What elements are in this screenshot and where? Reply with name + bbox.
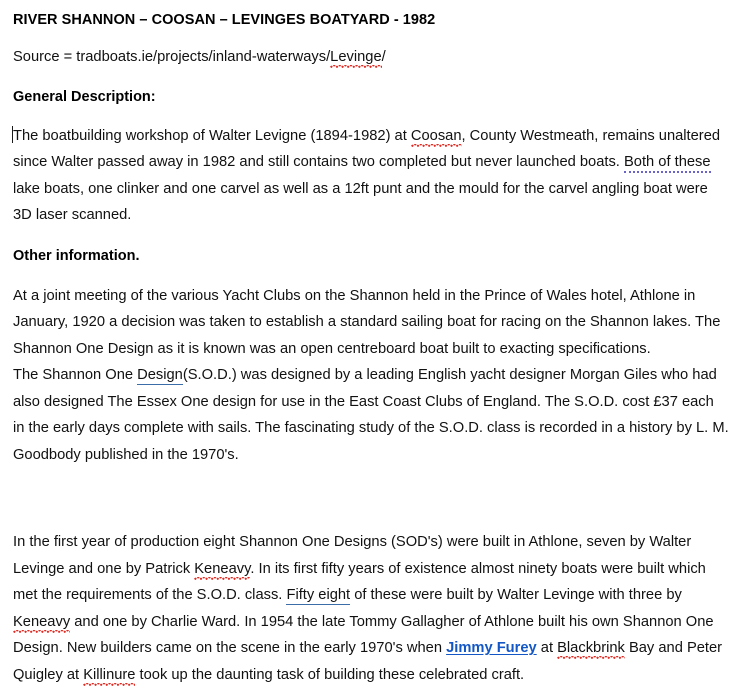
misspelled-word-keneavy-2[interactable]: Keneavy bbox=[13, 614, 70, 633]
grammar-flag-fifty-eight[interactable]: Fifty eight bbox=[286, 587, 351, 603]
paragraph-general-description bbox=[13, 123, 729, 229]
hyperlink-jimmy-furey[interactable]: Jimmy Furey bbox=[446, 640, 537, 656]
gd-part3: lake boats, one clinker and one carvel as well as a 12ft punt and the mould for the carvel angling boat were 3D laser scanned. bbox=[13, 180, 708, 223]
fy-part7: took up the daunting task of building these celebrated craft. bbox=[135, 666, 525, 683]
spacer bbox=[13, 229, 729, 245]
grammar-flag-design[interactable]: Design bbox=[137, 367, 183, 383]
heading-general-description: General Description: bbox=[13, 88, 156, 105]
text-cursor bbox=[12, 126, 13, 143]
source-line bbox=[13, 44, 729, 71]
fy-part3: of these were built by Walter Levinge with three by bbox=[350, 587, 682, 603]
heading-other-information: Other information. bbox=[13, 247, 140, 264]
fy-part6: Bay and Peter Quigley at bbox=[13, 640, 723, 683]
fy-part1: In the first year of production eight Shannon One Designs (SOD's) were built in Athlone, seven by Walter Levinge and one by Patrick bbox=[13, 534, 692, 577]
gd-part1: The boatbuilding workshop of Walter Levigne (1894-1982) at bbox=[13, 127, 411, 144]
misspelled-word-levinge[interactable]: Levinge bbox=[330, 49, 381, 68]
fy-part4: and one by Charlie Ward. In 1954 the late Tommy Gallagher of Athlone built his own Shannon One Design. New builders came on the scene in the early 1970's when bbox=[13, 613, 714, 656]
paragraph-first-year-production bbox=[13, 529, 729, 688]
source-suffix: / bbox=[381, 49, 386, 65]
fy-part5: at bbox=[536, 640, 558, 656]
document-title: RIVER SHANNON – COOSAN – LEVINGES BOATYARD - 1982 bbox=[13, 12, 436, 28]
spacer-empty-paragraphs bbox=[13, 468, 729, 529]
paragraph-shannon-one-design bbox=[13, 362, 729, 468]
sod-part1: The Shannon One bbox=[13, 367, 138, 383]
spacer bbox=[13, 267, 729, 283]
spacer bbox=[13, 108, 729, 123]
source-prefix: Source = tradboats.ie/projects/inland-waterways/ bbox=[13, 49, 331, 65]
spacer bbox=[13, 30, 729, 44]
grammar-flag-both-of-these[interactable]: Both of these bbox=[624, 154, 711, 173]
gd-part2: , County Westmeath, remains unaltered since Walter passed away in 1982 and still contains two completed but never launched boats. bbox=[13, 127, 721, 170]
misspelled-word-coosan[interactable]: Coosan bbox=[411, 128, 462, 147]
misspelled-word-keneavy-1[interactable]: Keneavy bbox=[194, 561, 250, 580]
misspelled-word-blackbrink[interactable]: Blackbrink bbox=[557, 640, 625, 659]
misspelled-word-killinure[interactable]: Killinure bbox=[83, 667, 135, 686]
sod-part2: (S.O.D.) was designed by a leading English yacht designer Morgan Giles who had also designed The Essex One design for use in the East Coast Clubs of England. The S.O.D. cost £37 each in the early days complete with sails. The fascinating study of the S.O.D. class is recorded in a history by L. M. Goodbody published in the 1970's. bbox=[13, 367, 729, 463]
spacer bbox=[13, 71, 729, 86]
paragraph-joint-meeting: At a joint meeting of the various Yacht Clubs on the Shannon held in the Prince of Wales hotel, Athlone in January, 1920 a decision was taken to establish a standard sailing boat for racing on the Shannon lakes. The Shannon One Design as it is known was an open centreboard boat built to exacting specifications. bbox=[13, 287, 721, 357]
fy-part2: . In its first fifty years of existence almost ninety boats were built which met the requirements of the S.O.D. class. bbox=[13, 560, 706, 603]
